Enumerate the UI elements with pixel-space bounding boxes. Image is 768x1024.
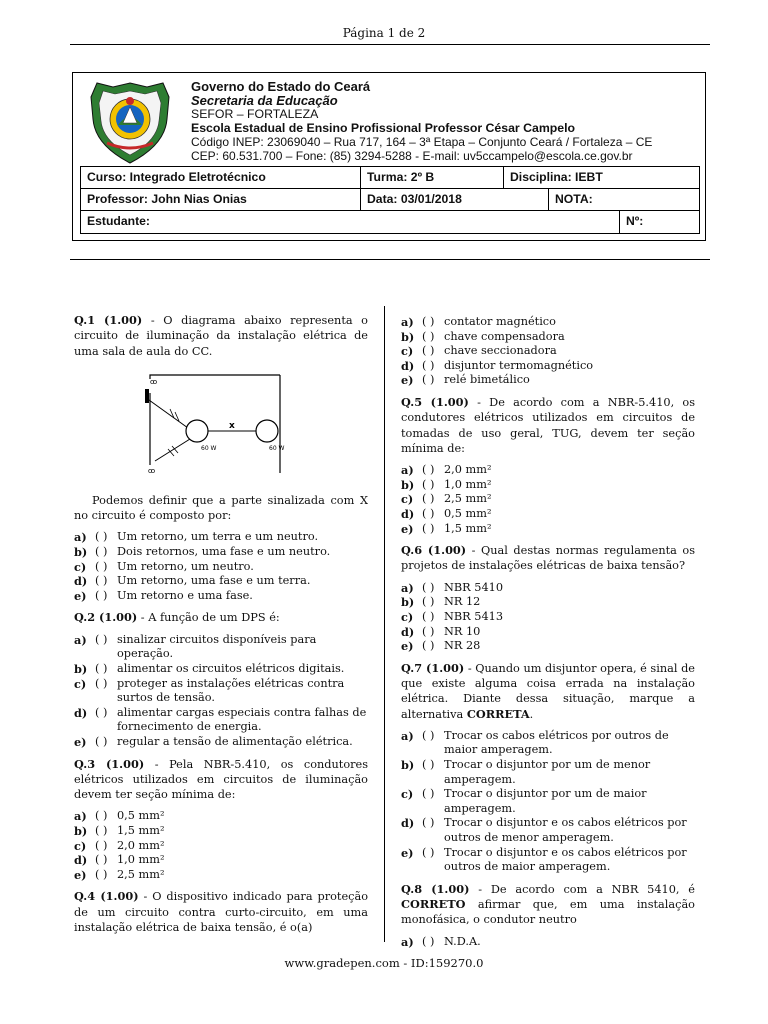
column-divider [384,306,385,942]
option[interactable]: b) ( ) chave compensadora [401,329,565,344]
question-label: Q.1 (1.00) [74,313,143,327]
option[interactable]: e) ( ) relé bimetálico [401,373,530,388]
nota-field: NOTA: [555,192,593,206]
lamp1-label: 60 W [201,444,217,452]
x-mark: x [229,420,235,431]
option[interactable]: c) ( ) Um retorno, um neutro. [74,559,254,574]
left-column [74,313,368,942]
question-5 [401,395,695,456]
grid-line [80,166,699,167]
option[interactable]: e) ( ) 2,5 mm² [74,867,165,882]
question-text: - De acordo com a NBR 5410, é [469,882,695,896]
turma-field: Turma: 2º B [367,170,435,184]
option[interactable]: c) ( ) 2,0 mm² [74,838,165,853]
numero-field[interactable]: Nº: [626,214,644,228]
curso-field: Curso: Integrado Eletrotécnico [87,170,266,184]
header-sefor: SEFOR – FORTALEZA [191,107,319,121]
question-8-options [401,935,695,950]
option[interactable]: c) ( ) Trocar o disjuntor por um de maior amperagem. [401,787,647,815]
option[interactable]: a) ( ) Trocar os cabos elétricos por outros de maior amperagem. [401,728,669,757]
option[interactable]: b) ( ) 1,0 mm² [401,477,492,492]
question-label: Q.5 (1.00) [401,394,469,409]
header-secretaria: Secretaria da Educação [191,93,338,108]
question-text: - Qual destas normas regulamenta os projetos de instalações elétricas de baixa tensão? [401,544,695,573]
option[interactable]: d) ( ) Um retorno, uma fase e um terra. [74,574,311,589]
lamp2-label: 60 W [269,444,285,452]
header-bottom-rule [70,259,710,260]
option[interactable]: e) ( ) regular a tensão de alimentação elétrica. [74,734,353,749]
option[interactable]: a) ( ) NBR 5410 [401,580,504,595]
circuit-diagram [130,373,340,481]
header-school: Escola Estadual de Ensino Profissional Professor César Campelo [191,121,576,135]
header-frame [72,72,706,241]
estudante-field[interactable]: Estudante: [87,214,150,228]
question-1-subtext: Podemos definir que a parte sinalizada com X no circuito é composto por: [74,493,368,523]
ceara-coat-of-arms-icon [87,79,173,167]
data-field: Data: 03/01/2018 [367,192,462,206]
grid-line [548,188,549,210]
question-tail: afirmar que, em uma instalação monofásica, o condutor neutro [401,898,695,927]
question-3-options [74,809,368,882]
option[interactable]: b) ( ) 1,5 mm² [74,823,165,838]
question-emphasis: CORRETA [466,706,530,721]
question-label: Q.6 (1.00) [401,543,467,558]
page-number: Página 1 de 2 [342,26,426,40]
footer-id: www.gradepen.com - ID:159270.0 [284,956,484,970]
question-5-options [401,463,695,536]
option[interactable]: b) ( ) alimentar os circuitos elétricos digitais. [74,661,345,676]
option[interactable]: c) ( ) NBR 5413 [401,609,504,624]
grid-line [80,233,699,234]
option[interactable]: d) ( ) 0,5 mm² [401,506,492,521]
option[interactable]: b) ( ) Dois retornos, uma fase e um neutro. [74,545,331,560]
option[interactable]: d) ( ) NR 10 [401,624,481,639]
question-label: Q.2 (1.00) [74,610,138,625]
question-3 [74,757,368,803]
question-2 [74,610,368,625]
question-text: - A função de um DPS é: [137,611,280,625]
grid-line [80,166,81,234]
grid-line [699,166,700,234]
option[interactable]: e) ( ) Um retorno e uma fase. [74,588,253,603]
option[interactable]: b) ( ) NR 12 [401,595,481,610]
option[interactable]: a) ( ) sinalizar circuitos disponíveis para operação. [74,632,317,661]
question-7-options [401,729,695,875]
question-text: - De acordo com a NBR-5.410, os condutores elétricos utilizados em circuitos de tomadas de uso geral, TUG, devem ter seção mínima de: [401,395,695,455]
question-6 [401,543,695,574]
option[interactable]: a) ( ) N.D.A. [401,934,481,949]
option[interactable]: e) ( ) NR 28 [401,639,481,654]
question-text: - O dispositivo indicado para proteção de um circuito contra curto-circuito, em uma instalação elétrica de baixa tensão, é o(a) [74,890,368,934]
top-rule [70,44,710,45]
option[interactable]: d) ( ) Trocar o disjuntor e os cabos elétricos por outros de menor amperagem. [401,816,687,845]
option[interactable]: e) ( ) 1,5 mm² [401,521,492,536]
option[interactable]: a) ( ) 2,0 mm² [401,463,492,478]
option[interactable]: c) ( ) proteger as instalações elétricas contra surtos de tensão. [74,676,345,705]
question-label: Q.3 (1.00) [74,756,145,771]
option[interactable]: c) ( ) chave seccionadora [401,344,557,359]
question-1 [74,313,368,359]
option[interactable]: a) ( ) contator magnético [401,315,556,329]
question-text: - Pela NBR-5.410, os condutores elétricos utilizados em circuitos de iluminação devem ter seção mínima de: [74,757,368,802]
svg-text:ꝏ: ꝏ [150,377,158,386]
header-government: Governo do Estado do Ceará [191,79,371,94]
disciplina-field: Disciplina: IEBT [510,170,603,184]
question-4-options [401,315,695,388]
right-column [401,315,695,956]
option[interactable]: c) ( ) 2,5 mm² [401,492,492,507]
option[interactable]: b) ( ) Trocar o disjuntor por um de menor amperagem. [401,758,651,786]
question-4 [74,889,368,935]
option[interactable]: d) ( ) 1,0 mm² [74,853,165,868]
option[interactable]: d) ( ) alimentar cargas especiais contra falhas de fornecimento de energia. [74,705,367,734]
question-8 [401,882,695,928]
question-label: Q.8 (1.00) [401,881,470,896]
option[interactable]: a) ( ) Um retorno, um terra e um neutro. [74,530,319,545]
question-text: - O diagrama abaixo representa o circuito de iluminação da instalação elétrica de uma sala de aula do CC. [74,314,368,358]
question-tail: . [529,707,534,721]
question-7 [401,661,695,722]
question-label: Q.7 (1.00) [401,660,465,675]
header-address: Código INEP: 23069040 – Rua 717, 164 – 3ª Etapa – Conjunto Ceará / Fortaleza – CE [191,135,653,149]
option[interactable]: e) ( ) Trocar o disjuntor e os cabos elétricos por outros de maior amperagem. [401,845,687,874]
question-emphasis: CORRETO [401,897,466,912]
question-label: Q.4 (1.00) [74,889,139,904]
grid-line [80,188,699,189]
question-text: - Quando um disjuntor opera, é sinal de que existe alguma coisa errada na instalação elétrica. Diante dessa situação, marque a alternativa [401,661,695,721]
question-6-options [401,581,695,654]
header-contact: CEP: 60.531.700 – Fone: (85) 3294-5288 - E-mail: uv5ccampelo@escola.ce.gov.br [191,149,633,163]
grid-line [503,166,504,188]
grid-line [80,210,699,211]
question-2-options [74,633,368,750]
question-1-options [74,530,368,603]
grid-line [619,210,620,233]
professor-field: Professor: John Nias Onias [87,192,247,206]
grid-line [360,166,361,210]
svg-text:ꝏ: ꝏ [148,466,156,475]
option[interactable]: a) ( ) 0,5 mm² [74,809,165,824]
option[interactable]: d) ( ) disjuntor termomagnético [401,358,594,373]
